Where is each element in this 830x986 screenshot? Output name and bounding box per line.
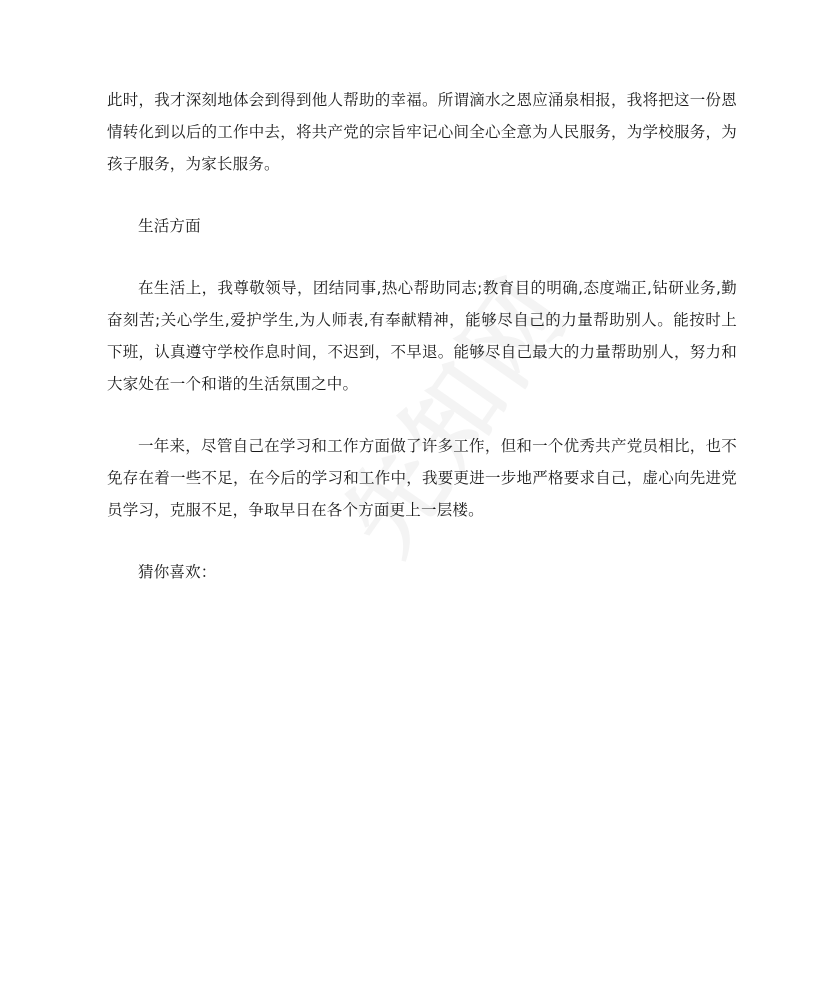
document-body [107, 84, 737, 588]
you-may-like-label: 猜你喜欢： [138, 563, 217, 581]
paragraph-life: 在生活上，我尊敬领导，团结同事,热心帮助同志;教育目的明确,态度端正,钻研业务,勤奋刻苦;关心学生,爱护学生,为人师表,有奉献精神，能够尽自己的力量帮助别人。能按时上下班，认真遵守学校作息时间，不迟到，不早退。能够尽自己最大的力量帮助别人，努力和大家处在一个和谐的生活氛围之中。 [107, 279, 737, 393]
paragraph-summary: 一年来，尽管自己在学习和工作方面做了许多工作，但和一个优秀共产党员相比，也不免存在着一些不足，在今后的学习和工作中，我要更进一步地严格要求自己，虚心向先进党员学习，克服不足，争取早日在各个方面更上一层楼。 [107, 437, 737, 519]
paragraph-service-gratitude: 此时，我才深刻地体会到得到他人帮助的幸福。所谓滴水之恩应涌泉相报，我将把这一份恩情转化到以后的工作中去，将共产党的宗旨牢记心间全心全意为人民服务，为学校服务，为孩子服务，为家长服务。 [107, 91, 737, 173]
section-heading-life: 生活方面 [138, 217, 201, 235]
